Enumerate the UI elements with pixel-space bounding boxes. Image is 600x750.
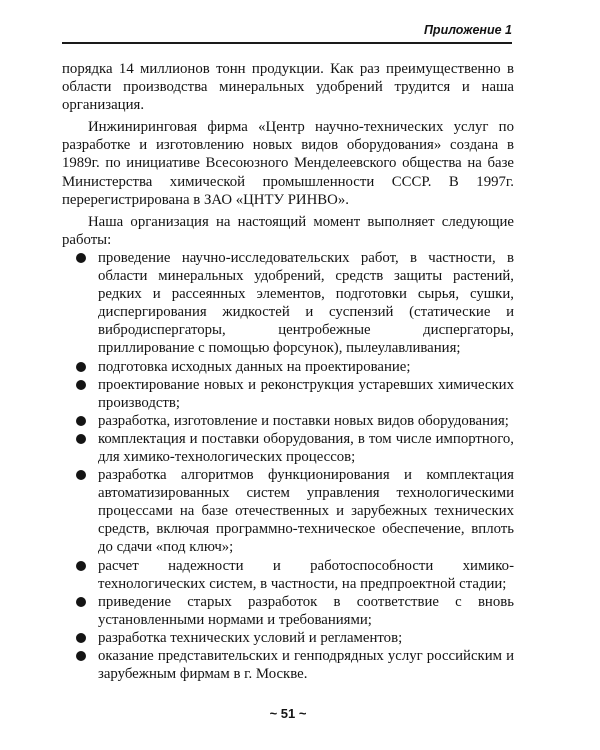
list-item-text: проведение научно-исследовательских работ, в частности, в области минеральных удобрений, средств защиты растений, редких и рассеянных элементов, подготовки сырья, сушки, диспергирования жидкостей и суспензий (статические и вибродиспергаторы, центробежные диспергаторы, приллирование с помощью форсунок), пылеулавливания; (98, 249, 514, 357)
list-item (98, 593, 514, 629)
list-item-text: приведение старых разработок в соответствие с вновь установленными нормами и требованиями; (98, 593, 514, 628)
running-header (62, 20, 512, 44)
paragraph-continuation: порядка 14 миллионов тонн продукции. Как раз преимущественно в области производства минеральных удобрений трудится и наша организация. (62, 61, 514, 114)
list-item (98, 430, 514, 466)
paragraph-company-history: Инжиниринговая фирма «Центр научно-технических услуг по разработке и изготовлению новых видов оборудования» создана в 1989г. по инициативе Всесоюзного Менделеевского общества на базе Министерства химической промышленности СССР. В 1997г. перерегистрирована в ЗАО «ЦНТУ РИНВО». (62, 119, 514, 208)
bullet-icon (76, 633, 86, 643)
list-item-text: подготовка исходных данных на проектирование; (98, 358, 411, 375)
page-number: ~ 51 ~ (269, 706, 307, 721)
list-item (98, 466, 514, 556)
bullet-icon (76, 380, 86, 390)
list-item (98, 376, 514, 412)
bullet-icon (76, 416, 86, 426)
list-item (98, 412, 514, 430)
bullet-icon (76, 434, 86, 444)
bullet-icon (76, 253, 86, 263)
list-item-text: разработка технических условий и регламентов; (98, 629, 403, 646)
list-item-text: проектирование новых и реконструкция устаревших химических производств; (98, 376, 514, 411)
list-item-text: оказание представительских и генподрядных услуг российским и зарубежным фирмам в г. Москве. (98, 648, 514, 683)
bullet-icon (76, 651, 86, 661)
paragraph-works-intro: Наша организация на настоящий момент выполняет следующие работы: (62, 213, 514, 248)
page-body (62, 60, 514, 683)
list-item-text: разработка алгоритмов функционирования и комплектация автоматизированных систем управления технологическими процессами на базе отечественных и зарубежных технических средств, включая программно-техническое обеспечение, вплоть до сдачи «под ключ»; (98, 467, 514, 556)
list-item (98, 629, 514, 647)
list-item (98, 358, 514, 376)
list-item-text: разработка, изготовление и поставки новых видов оборудования; (98, 412, 509, 429)
works-list (62, 249, 514, 683)
list-item-text: комплектация и поставки оборудования, в том числе импортного, для химико-технологических процессов; (98, 430, 514, 465)
bullet-icon (76, 561, 86, 571)
list-item (98, 249, 514, 358)
header-title: Приложение 1 (423, 23, 512, 37)
list-item (98, 557, 514, 593)
list-item-text: расчет надежности и работоспособности химико-технологических систем, в частности, на предпроектной стадии; (98, 557, 514, 592)
list-item (98, 647, 514, 683)
bullet-icon (76, 597, 86, 607)
bullet-icon (76, 470, 86, 480)
bullet-icon (76, 362, 86, 372)
